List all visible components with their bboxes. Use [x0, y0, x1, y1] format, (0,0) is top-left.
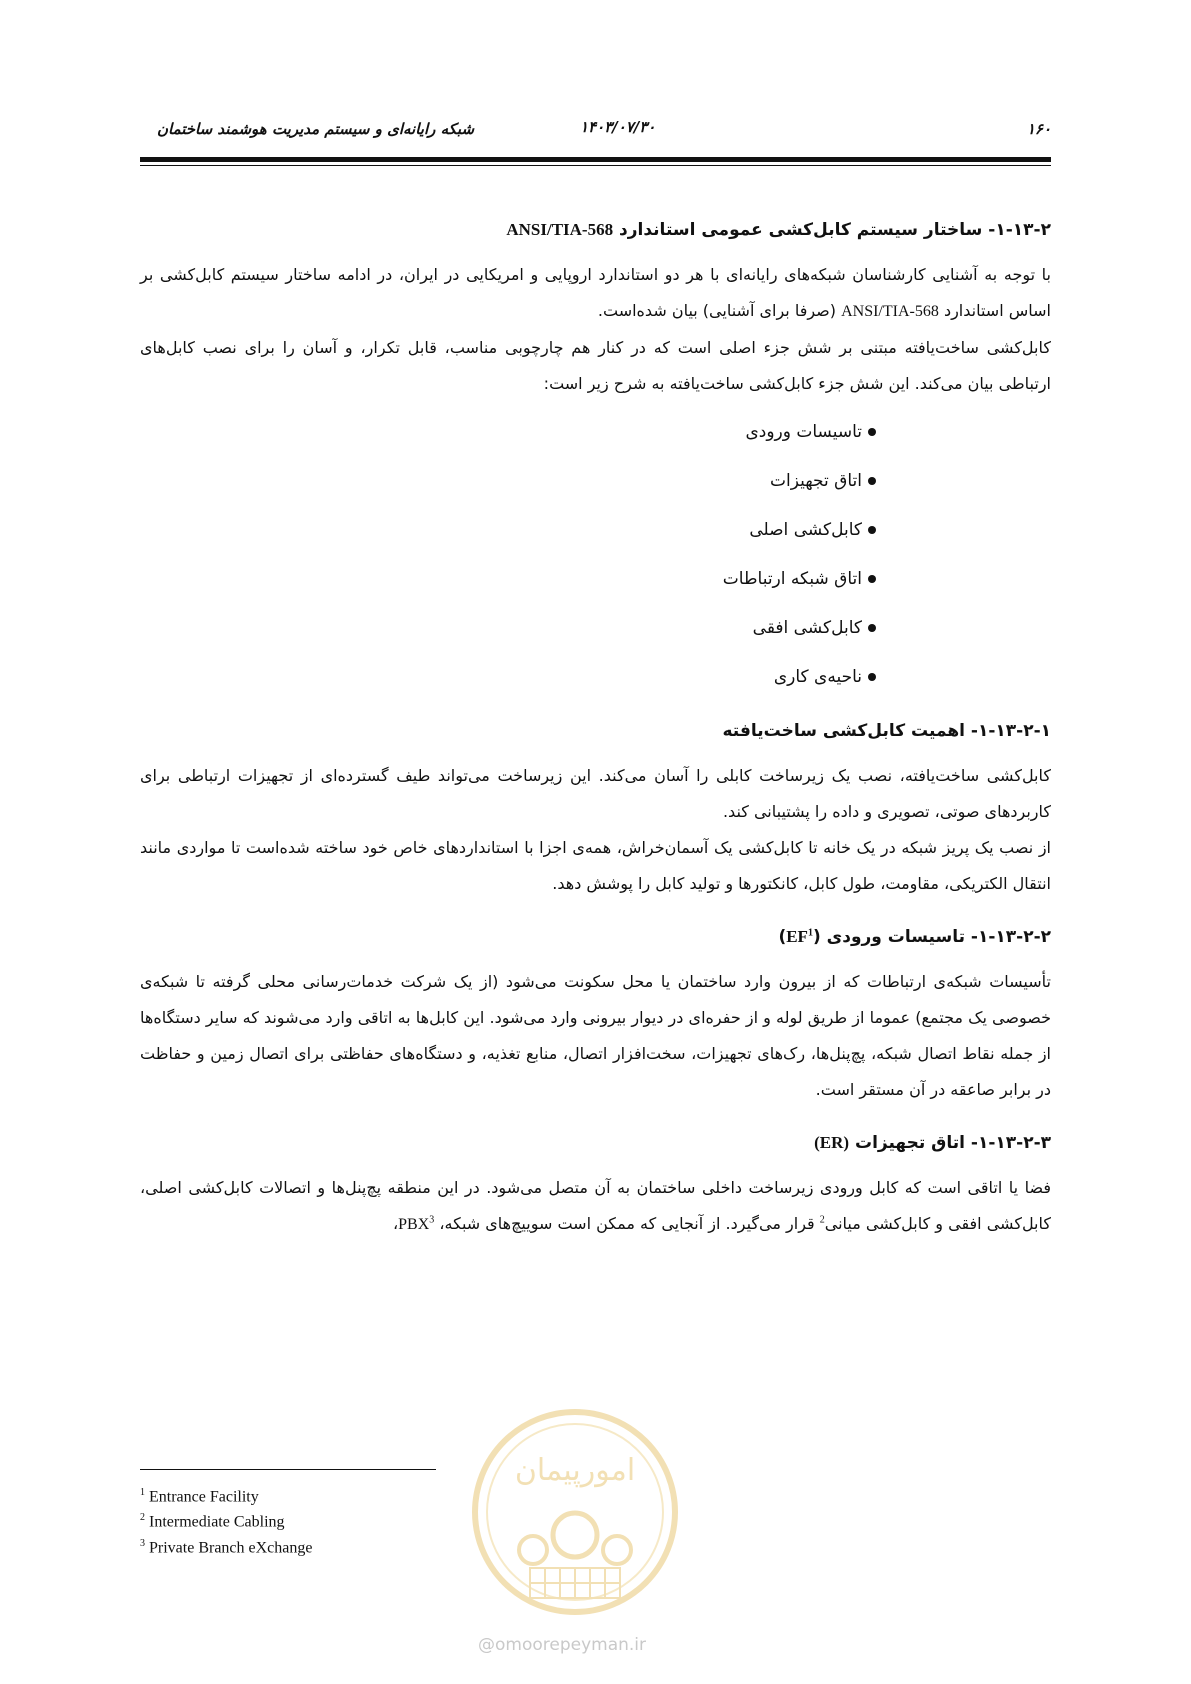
list-item — [140, 555, 876, 604]
list-item — [140, 457, 876, 506]
footnotes — [140, 1482, 312, 1558]
watermark-logo-icon — [455, 1400, 695, 1630]
paragraph: تأسیسات شبکه‌ی ارتباطات که از بیرون وارد ساختمان یا محل سکونت می‌شود (از یک شرکت خدمات‌رسانی محلی گرفته تا شبکه‌ی خصوصی یک مجتمع) عموما از طریق لوله و از حفره‌ای در دیوار بیرونی وارد می‌شود. این کابل‌ها به اتاقی وارد می‌شوند که سایر دستگاه‌ها از جمله نقاط اتصال شبکه، پچ‌پنل‌ها، رک‌های تجهیزات، سخت‌افزار اتصال، منابع تغذیه، و دستگاه‌های حفاظتی برای اتصال زمین و حفاظت در برابر صاعقه در آن مستقر است. — [140, 972, 1051, 1099]
body-content — [140, 215, 1051, 1243]
footnote-text: Entrance Facility — [149, 1488, 259, 1506]
footnote — [140, 1533, 312, 1558]
header-rule-thick — [140, 157, 1051, 162]
footnote-text: Intermediate Cabling — [149, 1513, 285, 1531]
bullet-icon — [868, 477, 876, 485]
heading-standard: ANSI/TIA-568 — [506, 220, 614, 239]
heading-abbr: (ER) — [814, 1133, 850, 1152]
standard-name: ANSI/TIA-568 — [841, 303, 939, 320]
heading-abbr: EF$^1$ — [786, 927, 813, 946]
page-number: ۱۶۰ — [1026, 120, 1051, 138]
at-icon: @ — [478, 1635, 495, 1655]
list-item-label: کابل‌کشی اصلی — [749, 520, 862, 540]
footnote-number: 2 — [140, 1512, 145, 1524]
footnote-marker: 1 — [807, 927, 813, 939]
footnote — [140, 1507, 312, 1532]
section-heading-equipment-room — [140, 1128, 1051, 1158]
paragraph-text: قرار می‌گیرد. از آنجایی که ممکن است سوییچ‌های شبکه، — [439, 1214, 815, 1233]
watermark-logo-text: امورپیمان — [514, 1453, 636, 1488]
paragraph-text: با توجه به آشنایی کارشناسان شبکه‌های رایانه‌ای با هر دو استاندارد اروپایی و امریکایی در ایران، در ادامه ساختار سیستم کابل‌کشی بر اساس استاندارد — [140, 265, 1051, 320]
list-item-label: اتاق شبکه ارتباطات — [722, 569, 862, 589]
watermark-site — [478, 1635, 646, 1655]
list-item-label: اتاق تجهیزات — [769, 471, 862, 491]
components-list — [140, 408, 1051, 702]
paragraph: کابل‌کشی ساخت‌یافته مبتنی بر شش جزء اصلی است که در کنار هم چارچوبی مناسب، قابل تکرار، و آسان را برای نصب کابل‌های ارتباطی بیان می‌کند. این شش جزء کابل‌کشی ساخت‌یافته به شرح زیر است: — [140, 338, 1051, 393]
section-heading-cabling-structure — [140, 215, 1051, 245]
list-item — [140, 653, 876, 702]
list-item — [140, 408, 876, 457]
bullet-icon — [868, 673, 876, 681]
list-item-label: ناحیه‌ی کاری — [773, 667, 862, 687]
bullet-icon — [868, 624, 876, 632]
heading-text: ۱-۱۳-۲-۲- تاسیسات ورودی ( — [812, 927, 1051, 947]
list-item — [140, 506, 876, 555]
heading-text: ۱-۱۳-۲-۳- اتاق تجهیزات — [854, 1133, 1051, 1153]
footnote-rule — [140, 1469, 436, 1470]
heading-text: ) — [778, 927, 787, 947]
section-heading-entrance-facility — [140, 922, 1051, 952]
list-item-label: کابل‌کشی افقی — [752, 618, 862, 638]
footnote-number: 3 — [140, 1537, 145, 1549]
header-date: ۱۴۰۳/۰۷/۳۰ — [580, 118, 656, 136]
paragraph-text: فضا یا اتاقی است که کابل ورودی زیرساخت داخلی ساختمان به آن متصل می‌شود. در این منطقه پچ‌پنل‌ها و اتصالات کابل‌کشی اصلی، کابل‌کشی افقی و کابل‌کشی میانی — [140, 1178, 1051, 1233]
paragraph: کابل‌کشی ساخت‌یافته، نصب یک زیرساخت کابلی را آسان می‌کند. این زیرساخت می‌تواند طیف گسترده‌ای از تجهیزات ارتباطی برای کاربردهای صوتی، تصویری و داده را پشتیبانی کند. — [140, 766, 1051, 821]
section-heading-importance: ۱-۱۳-۲-۱- اهمیت کابل‌کشی ساخت‌یافته — [722, 721, 1051, 741]
bullet-icon — [868, 526, 876, 534]
footnote — [140, 1482, 312, 1507]
bullet-icon — [868, 575, 876, 583]
paragraph-text: ، — [392, 1214, 399, 1233]
paragraph: از نصب یک پریز شبکه در یک خانه تا کابل‌کشی یک آسمان‌خراش، همه‌ی اجزا با استانداردهای خاص خود ساخته شده‌است تا مواردی مانند انتقال الکتریکی، مقاومت، طول کابل، کانکتورها و تولید کابل را پوشش دهد. — [140, 838, 1051, 893]
running-header — [140, 118, 1051, 144]
paragraph — [140, 1170, 1051, 1243]
list-item — [140, 604, 876, 653]
list-item-label: تاسیسات ورودی — [745, 422, 862, 442]
bullet-icon — [868, 428, 876, 436]
header-rule-thin — [140, 165, 1051, 166]
footnote-marker: 3 — [429, 1214, 435, 1226]
footnote-marker: 2 — [819, 1214, 825, 1226]
paragraph — [140, 257, 1051, 330]
pbx-term: PBX$^3$ — [398, 1214, 435, 1233]
watermark-site-text: omoorepeyman.ir — [495, 1635, 647, 1655]
footnote-text: Private Branch eXchange — [149, 1538, 313, 1556]
heading-text: ۱-۱۳-۲- ساختار سیستم کابل‌کشی عمومی استاندارد — [619, 220, 1051, 240]
paragraph-text: (صرفا برای آشنایی) بیان شده‌است. — [597, 301, 836, 320]
footnote-number: 1 — [140, 1487, 145, 1498]
running-title: شبکه رایانه‌ای و سیستم مدیریت هوشمند ساختمان — [157, 120, 475, 138]
